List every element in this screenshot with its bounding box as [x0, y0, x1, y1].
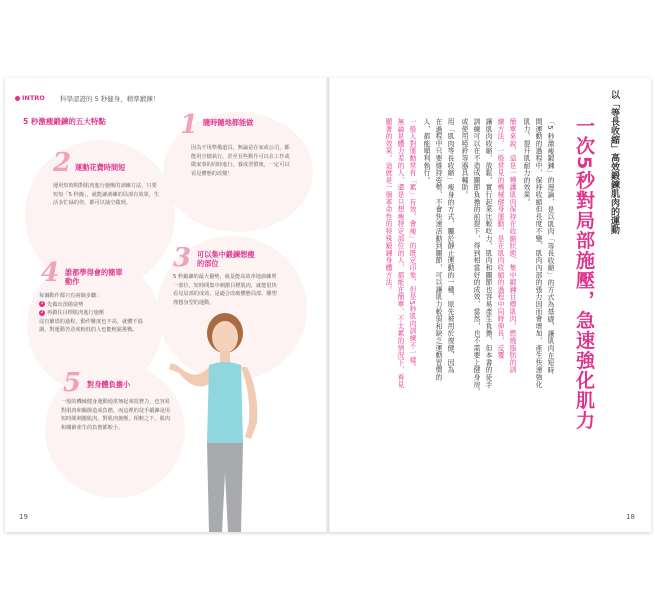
feature-heading-5: 對身體負擔小: [87, 380, 131, 389]
body-column: 讓肌肉收縮、放鬆，實行起來比較吃力，肌肉和關節也容易產生負擔，但本書的徒手: [484, 118, 492, 389]
feature-body-2: 運用短時間對肌肉進行施壓的訓練方法，只要短短「5 秒鐘」，就能讓訓練的局部有效果，生活多忙碌的你，都可以抽空做到。: [53, 183, 160, 207]
feature-4-intro: 每個動作都只有兩個步驟：: [39, 293, 102, 299]
feature-number-1: 1: [180, 110, 199, 140]
feature-body-5: 一般的機械健身運動通常無起來很費力，也容易對肌肉和關節造成負擔，而這裡的徒手鍛鍊是用短時間刺激肌肉，對肌肉施壓，相較之下，肌肉和關節產生的負擔都較小。: [61, 399, 170, 431]
feature-4-body: 沒有繁瑣的過程，動作難度也不高，就體不協調，對運動苦惡度較低的人也能輕鬆挑戰。: [39, 318, 143, 334]
book-spread: [5, 78, 651, 532]
body-column-highlight: 無論是體力差的人，還是只想瘦特定部位的人，都能在簡單、不太累的情況下，看見: [396, 118, 404, 389]
feature-heading-2: 運動花費時間短: [75, 163, 126, 172]
body-column: 用「肌肉等長收縮」瘦身的方式，屬於靜止運動的一種，原先被用於復健，因為: [446, 118, 454, 374]
feature-heading-1-text: 隨時隨地都能做: [203, 118, 254, 127]
intro-title: 科學認證的 5 秒健身，精準鍛鍊！: [60, 95, 160, 103]
feature-body-1: 因為不用準備道具，無論是在家或公司，都能用空檔執行。甚至有些動作可以在工作或做家事的同時進行，養成習慣後，一定可以看見體態的改變！: [191, 145, 290, 177]
feature-number-4: 4: [41, 258, 60, 288]
body-column-highlight: 練方法。一般常見的機械健身運動，是在肌肉收縮的過程中同時伸長，反覆: [496, 118, 504, 359]
feature-number-5: 5: [63, 368, 82, 398]
body-column: 肌力、提升肌耐力的效果。: [522, 118, 530, 206]
feature-4-step-1: [39, 301, 153, 310]
feature-4-step-2-text: 再鎖住目標肌肉進行施壓: [47, 310, 105, 317]
feature-heading-3: 可以集中鍛鍊想瘦的部位: [197, 250, 255, 268]
left-page: [5, 78, 328, 532]
body-column: 人，都能順利執行。: [422, 118, 430, 184]
feature-body-3: 5 秒鍛鍊的最大優勢，就是能高效率地訓練單一部位，短時間集中刺激目標肌肉，就能很快看見局部的成效，是適合改破體態局部、雕塑理想身型的運動。: [173, 274, 277, 306]
intro-label: [15, 94, 45, 102]
intro-label-text: INTRO: [22, 94, 45, 102]
body-column-highlight: 一般人對運動常有「累」有效，會瘦」的既定印象，但是5秒肌肉訓練不一樣。: [408, 118, 416, 372]
page-number-left: 19: [19, 513, 28, 521]
page-number-right: 18: [626, 513, 635, 521]
body-column: 訓練可以在不造成關節負擔的前提下，得到相當好的成效，當然，也不需要上健身房，: [472, 118, 480, 396]
body-column: 「5 秒激瘦鍛鍊」的理論，是以肌肉「等長收縮」的方式為基礎，讓肌肉在短時: [546, 118, 554, 374]
intro-dot-icon: [15, 96, 20, 101]
section-title: 5 秒激瘦鍛鍊的五大特點: [23, 117, 106, 126]
right-page-main-title: 一次5秒對局部施壓，急速強化肌力: [573, 116, 595, 431]
body-column: 間運動的過程中，保持收縮但長度不變，肌肉內部的張力因而會增加，產生快速強化: [534, 118, 542, 389]
right-page: [328, 78, 651, 532]
feature-4-step-2: [39, 309, 153, 318]
body-column-highlight: 顯著的效果，這就是一個革命性的特殊鍛鍊身體方法。: [384, 118, 392, 294]
feature-number-3: 3: [173, 243, 192, 273]
step-1-badge-icon: 1: [40, 301, 44, 307]
feature-number-2: 2: [53, 148, 72, 178]
feature-body-4: [39, 292, 153, 335]
feature-heading-1: [203, 118, 263, 127]
feature-4-step-1-text: 先做出預備姿勢: [47, 301, 84, 308]
body-column-highlight: 簡單來說，這是一種讓肌肉保持在收縮狀態，集中鍛鍊目標肌肉，燃燒脂肪的訓: [508, 118, 516, 374]
step-2-badge-icon: 2: [40, 309, 44, 315]
right-page-subtitle: 以「等長收縮」高效鍛鍊肌肉的運動: [609, 90, 619, 234]
feature-heading-4: 誰都學得會的簡單動作: [65, 268, 123, 286]
body-column: 或使用啞鈴等器具輔助。: [460, 118, 468, 199]
woman-figure-illustration: [165, 303, 285, 532]
body-column: 在過程中只要維持姿勢，不會快速活動到關節，可以讓肌力較弱和缺乏運動習慣的: [434, 118, 442, 381]
